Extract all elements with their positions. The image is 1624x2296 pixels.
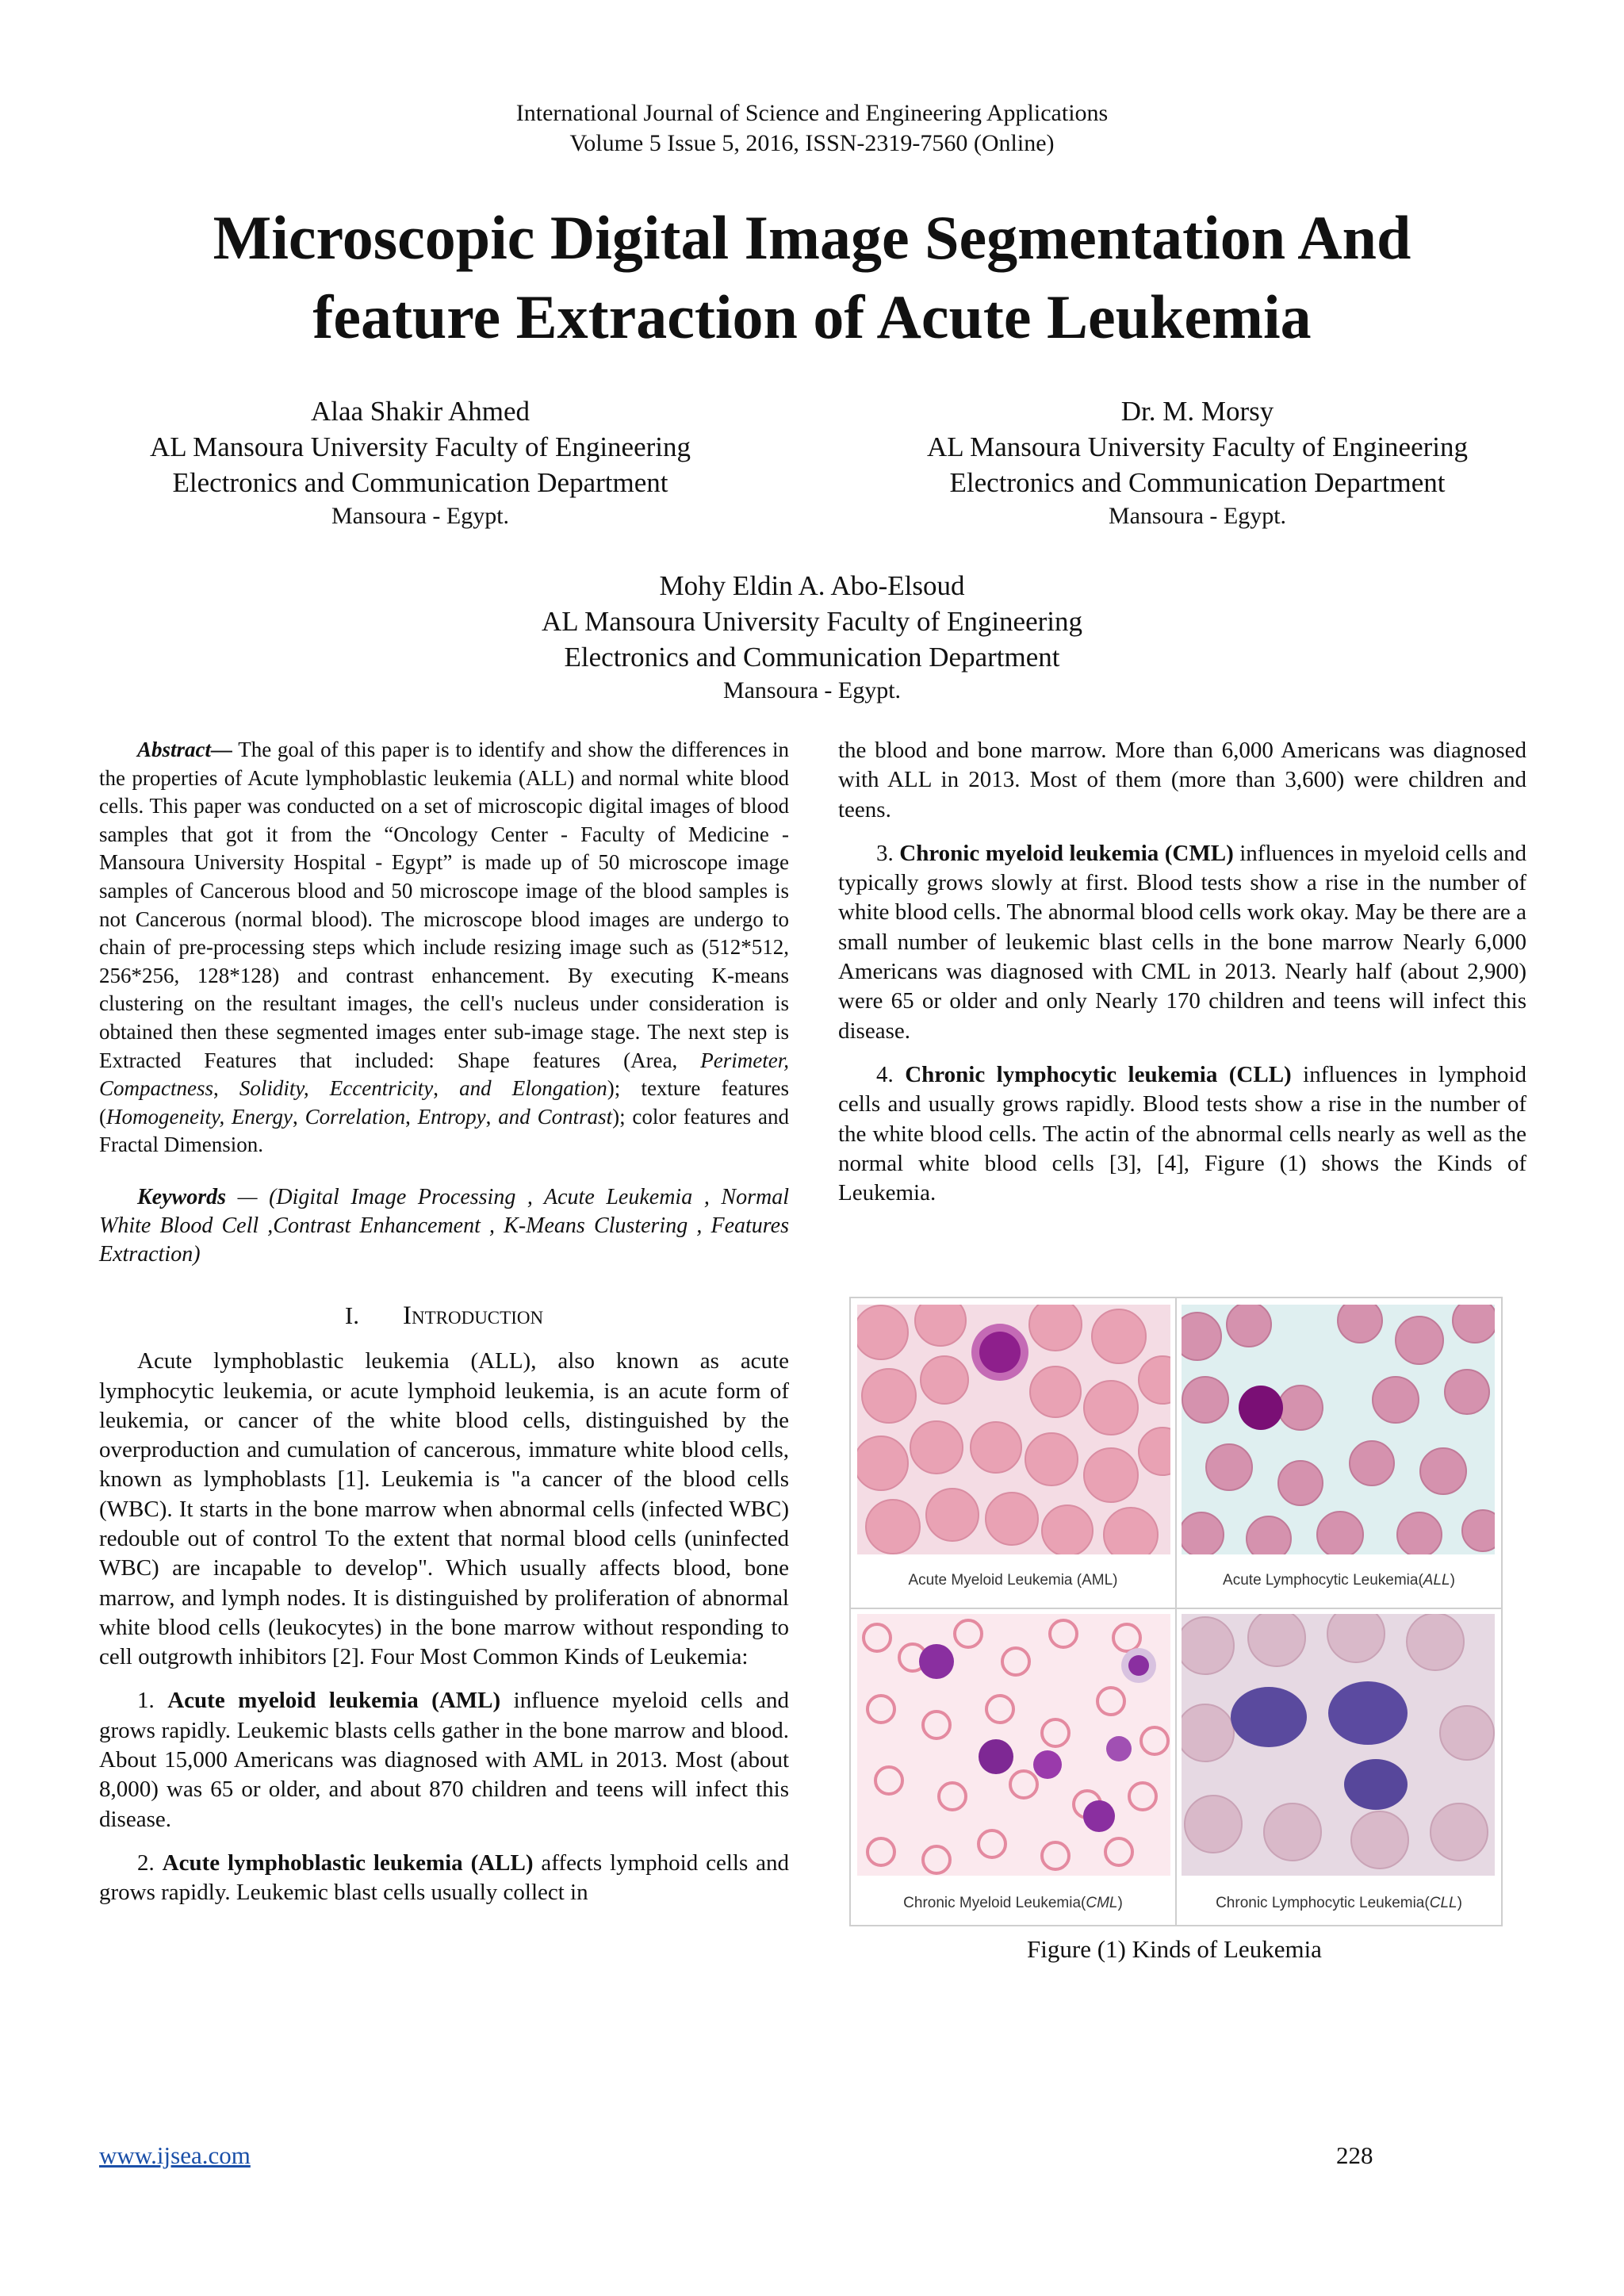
author-1	[63, 393, 777, 532]
author-location: Mansoura - Egypt.	[722, 677, 902, 703]
journal-link[interactable]: www.ijsea.com	[99, 2141, 251, 2169]
author-department: Electronics and Communication Department	[172, 467, 668, 498]
paper-title	[79, 198, 1545, 357]
left-column	[99, 736, 789, 1908]
panel-caption-cml: Chronic Myeloid Leukemia(CML)	[903, 1895, 1123, 1911]
leukemia-figure	[849, 1297, 1503, 1926]
keywords-label: Keywords	[137, 1184, 226, 1209]
panel-caption-all: Acute Lymphocytic Leukemia(ALL)	[1223, 1572, 1455, 1589]
author-2	[841, 393, 1554, 532]
list-item-all: 2. Acute lymphoblastic leukemia (ALL) affects lymphoid cells and grows rapidly. Leukemic blast cells usually collect in	[99, 1849, 789, 1906]
abstract-label: Abstract—	[137, 738, 233, 761]
section-heading	[99, 1301, 789, 1331]
title-line-2: feature Extraction of Acute Leukemia	[312, 282, 1312, 351]
author-department: Electronics and Communication Department	[564, 642, 1060, 673]
figure-caption: Figure (1) Kinds of Leukemia	[1027, 1935, 1322, 1963]
list-item-cll: 4. Chronic lymphocytic leukemia (CLL) influences in lymphoid cells and usually grows rapidly. Blood tests show a rise in the number of the white blood cells. The actin of the abnormal cells nearly as well as the normal white blood cells [3], [4], Figure (1) shows the Kinds of Leukemia.	[838, 1061, 1526, 1206]
panel-caption-aml: Acute Myeloid Leukemia (AML)	[908, 1572, 1118, 1589]
panel-caption-cll: Chronic Lymphocytic Leukemia(CLL)	[1216, 1895, 1462, 1911]
right-column	[838, 736, 1526, 1208]
keywords: Keywords — (Digital Image Processing , Acute Leukemia , Normal White Blood Cell ,Contrast Enhancement , K-Means Clustering , Features Extraction)	[99, 1184, 789, 1267]
author-department: Electronics and Communication Department	[949, 467, 1446, 498]
author-name: Alaa Shakir Ahmed	[310, 396, 530, 427]
cll-micrograph	[1182, 1614, 1495, 1876]
list-item-aml: 1. Acute myeloid leukemia (AML) influence myeloid cells and grows rapidly. Leukemic blasts cells gather in the bone marrow and blood. About 15,000 Americans was diagnosed with AML in 2013. Most (about 8,000) was 65 or older, and about 870 children and teens will infect this disease.	[99, 1688, 789, 1832]
author-location: Mansoura - Egypt.	[331, 503, 510, 529]
journal-name: International Journal of Science and Engineering Applications	[515, 100, 1109, 126]
author-location: Mansoura - Egypt.	[1108, 503, 1287, 529]
figure-divider-horizontal	[851, 1608, 1501, 1609]
author-affiliation: AL Mansoura University Faculty of Engineering	[149, 431, 691, 462]
page-number: 228	[1336, 2141, 1373, 2169]
list-item-all-continued: the blood and bone marrow. More than 6,000 Americans was diagnosed with ALL in 2013. Most of them (more than 3,600) were children and teens.	[838, 738, 1526, 822]
section-title: Introduction	[402, 1301, 544, 1330]
abstract: Abstract— The goal of this paper is to identify and show the differences in the properties of Acute lymphoblastic leukemia (ALL) and normal white blood cells. This paper was conducted on a set of microscopic digital images of blood samples that got it from the “Oncology Center - Faculty of Medicine - Mansoura University Hospital - Egypt” is made up of 50 microscope image samples of Cancerous blood and 50 microscope image of the blood samples is not Cancerous (normal blood). The microscope blood images are undergo to chain of pre-processing steps which include resizing image such as (512*512, 256*256, 128*128) and contrast enhancement. By executing K-means clustering on the resultant images, the cell's nucleus under consideration is obtained then these segmented images enter sub-image stage. The next step is Extracted Features that included: Shape features (Area, Perimeter, Compactness, Solidity, Eccentricity, and Elongation); texture features (Homogeneity, Energy, Correlation, Entropy, and Contrast); color features and Fractal Dimension.	[99, 738, 789, 1157]
section-number: I.	[344, 1301, 359, 1329]
author-affiliation: AL Mansoura University Faculty of Engineering	[926, 431, 1469, 462]
all-micrograph	[1182, 1305, 1495, 1554]
author-affiliation: AL Mansoura University Faculty of Engineering	[541, 606, 1083, 637]
cml-micrograph	[857, 1614, 1170, 1876]
journal-volume: Volume 5 Issue 5, 2016, ISSN-2319-7560 (Online)	[569, 130, 1055, 156]
intro-paragraph: Acute lymphoblastic leukemia (ALL), also known as acute lymphocytic leukemia, or acute lymphoid leukemia, is an acute form of leukemia, or cancer of the white blood cells, distinguished by the overproduction and cumulation of cancerous, immature white blood cells, known as lymphoblasts [1]. Leukemia is "a cancer of the blood cells (WBC). It starts in the bone marrow when abnormal cells (infected WBC) redouble out of control To the extent that normal blood cells (uninfected WBC) are incapable to develop". Which usually affects blood, bone marrow, and lymph nodes. It is distinguished by proliferation of abnormal white blood cells (leukocytes) in the bone marrow without responding to cell outgrowth inhibitors [2]. Four Most Common Kinds of Leukemia:	[99, 1348, 789, 1670]
title-line-1: Microscopic Digital Image Segmentation And	[213, 203, 1411, 272]
author-3	[455, 568, 1169, 707]
figure-divider-vertical	[1175, 1298, 1177, 1925]
aml-micrograph	[857, 1305, 1170, 1554]
author-name: Mohy Eldin A. Abo-Elsoud	[659, 570, 965, 601]
author-name: Dr. M. Morsy	[1120, 396, 1274, 427]
list-item-cml: 3. Chronic myeloid leukemia (CML) influences in myeloid cells and typically grows slowly at first. Blood tests show a rise in the number of white blood cells. The abnormal blood cells work okay. May be there are a small number of leukemic blast cells in the bone marrow Nearly 6,000 Americans was diagnosed with CML in 2013. Nearly half (about 2,900) were 65 or older and only Nearly 170 children and teens will infect this disease.	[838, 840, 1526, 1044]
